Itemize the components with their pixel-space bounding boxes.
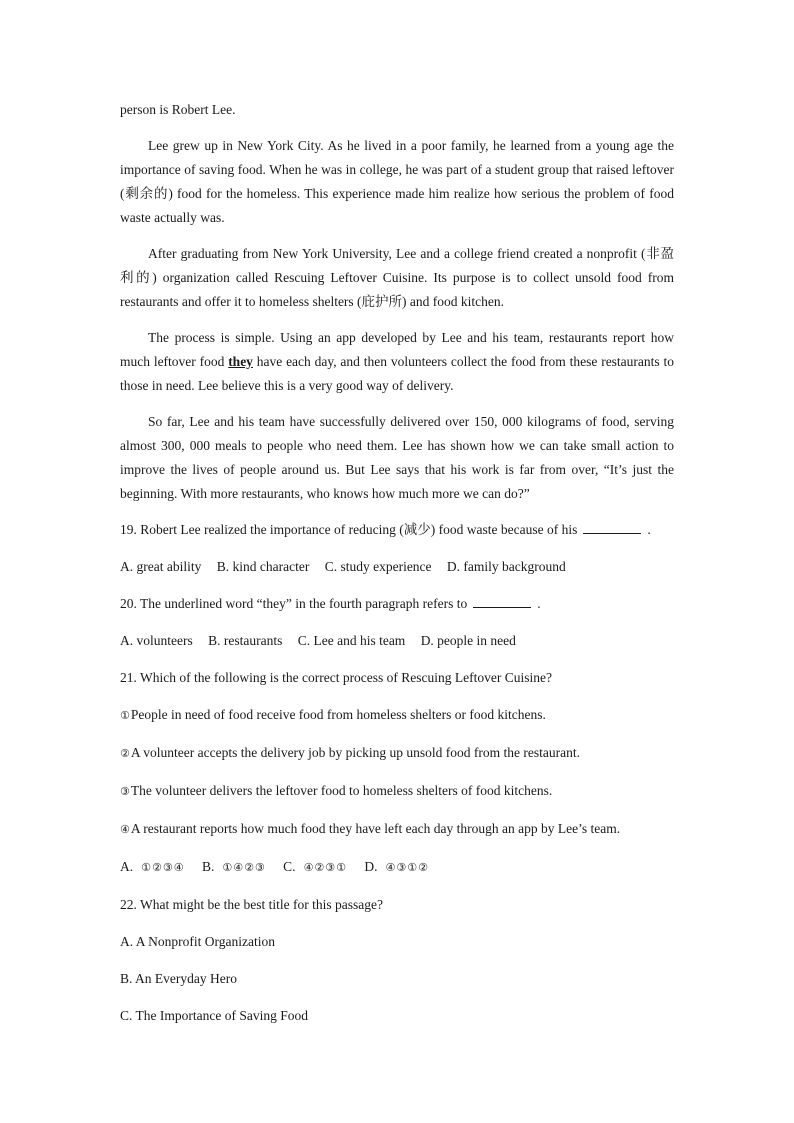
circled-number-3-icon: ③ [120,785,130,798]
choice-sequence: ④②③① [303,861,348,874]
choice-b [202,855,266,880]
answer-blank [583,519,641,534]
answer-blank [473,593,531,608]
circled-number-4-icon: ④ [120,823,130,836]
option-c: C. The Importance of Saving Food [120,1008,308,1023]
option-c: C. study experience [324,559,432,574]
question-22-stem: 22. What might be the best title for this passage? [120,897,383,912]
paragraph-3-text-before: The process is simple. Using an app developed by Lee and his team, restaurants report how much leftover food [120,330,674,369]
option-b: B. restaurants [208,633,283,648]
process-step-text: People in need of food receive food from homeless shelters or food kitchens. [130,707,546,722]
question-19-options [120,555,674,579]
choice-letter: A. [120,859,134,874]
choice-letter: D. [364,859,378,874]
circled-number-1-icon: ① [120,709,130,722]
choice-a [120,855,185,880]
choice-sequence: ①②③④ [141,861,185,874]
paragraph-3-text-after: have each day, and then volunteers collect the food from these restaurants to those in need. Lee believe this is a very good way of delivery. [120,354,674,393]
question-end-period: . [537,596,541,611]
circled-number-2-icon: ② [120,747,130,760]
process-step-2 [120,741,674,766]
option-d: D. family background [446,559,566,574]
passage-paragraph-1: Lee grew up in New York City. As he lived in a poor family, he learned from a young age the importance of saving food. When he was in college, he was part of a student group that raised leftover (剩余的) food for the homeless. This experience made him realize how serious the problem of food waste actually was. [120,138,674,225]
process-step-text: The volunteer delivers the leftover food to homeless shelters of food kitchens. [130,783,553,798]
choice-letter: B. [201,859,215,874]
document-page [120,98,674,1041]
question-20-stem [120,592,674,616]
option-a: A. great ability [120,559,202,574]
process-step-1 [120,703,674,728]
question-21-choices [120,855,674,880]
passage-paragraph-4: So far, Lee and his team have successfully delivered over 150, 000 kilograms of food, serving almost 300, 000 meals to people who need them. Lee has shown how we can take small action to improve the lives of people around us. But Lee says that his work is far from over, “It’s just the beginning. With more restaurants, who knows how much more we can do?” [120,414,674,501]
question-20-options [120,629,674,653]
question-end-period: . [647,522,651,537]
process-step-text: A restaurant reports how much food they have left each day through an app by Lee’s team. [130,821,621,836]
passage-paragraph-0: person is Robert Lee. [120,102,236,117]
choice-d [364,855,429,880]
choice-sequence: ①④②③ [222,861,266,874]
process-step-3 [120,779,674,804]
choice-sequence: ④③①② [385,861,429,874]
passage-paragraph-3 [120,326,674,398]
option-b: B. kind character [216,559,310,574]
question-21-stem: 21. Which of the following is the correct process of Rescuing Leftover Cuisine? [120,670,553,685]
underlined-word-they: they [228,354,253,369]
option-a: A. volunteers [120,633,193,648]
choice-c [283,855,347,880]
question-20-text: 20. The underlined word “they” in the fourth paragraph refers to [120,596,468,611]
question-19-text: 19. Robert Lee realized the importance of reducing (减少) food waste because of his [120,522,578,537]
option-d: D. people in need [420,633,516,648]
passage-paragraph-2: After graduating from New York University, Lee and a college friend created a nonprofit (非盈利的) organization called Rescuing Leftover Cuisine. Its purpose is to collect unsold food from restaurants and offer it to homeless shelters (庇护所) and food kitchen. [120,246,674,309]
option-b: B. An Everyday Hero [120,971,237,986]
option-c: C. Lee and his team [297,633,406,648]
question-19-stem [120,518,674,542]
process-step-text: A volunteer accepts the delivery job by picking up unsold food from the restaurant. [130,745,581,760]
choice-letter: C. [283,859,296,874]
option-a: A. A Nonprofit Organization [120,934,275,949]
process-step-4 [120,817,674,842]
